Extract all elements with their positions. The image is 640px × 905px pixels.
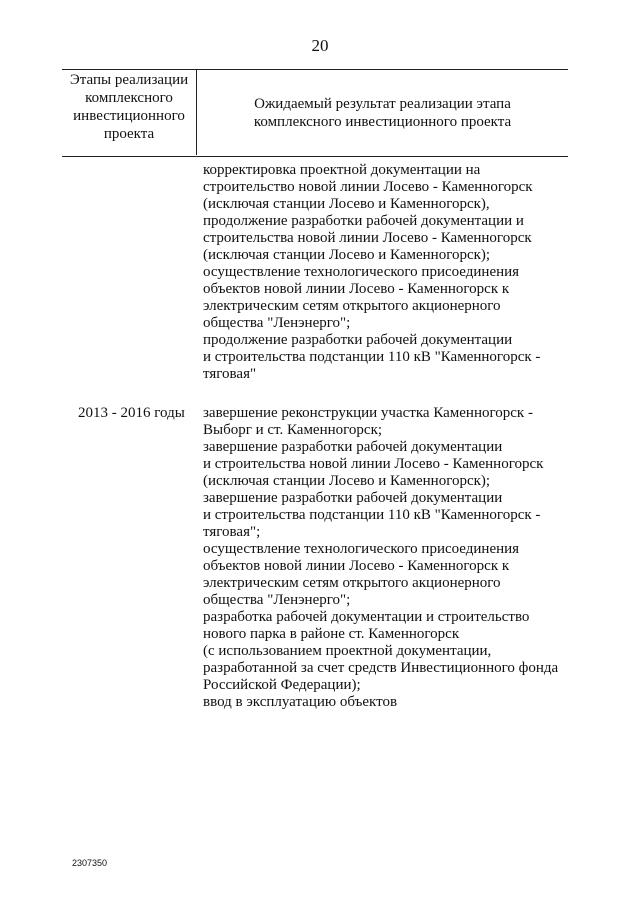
header-result-column bbox=[197, 95, 568, 131]
result-line: общества "Ленэнерго"; bbox=[203, 315, 351, 331]
result-line: электрическим сетям открытого акционерного bbox=[203, 298, 501, 314]
result-line: Выборг и ст. Каменногорск; bbox=[203, 422, 383, 438]
result-line: объектов новой линии Лосево - Каменногорск к bbox=[203, 281, 510, 297]
result-line: завершение разработки рабочей документации bbox=[203, 439, 503, 455]
result-line: (с использованием проектной документации, bbox=[203, 643, 492, 659]
result-line: нового парка в районе ст. Каменногорск bbox=[203, 626, 460, 642]
result-line: осуществление технологического присоединения bbox=[203, 264, 520, 280]
result-line: (исключая станции Лосево и Каменногорск), bbox=[203, 196, 490, 212]
result-line: продолжение разработки рабочей документации bbox=[203, 332, 513, 348]
result-line: тяговая"; bbox=[203, 524, 261, 540]
result-line: общества "Ленэнерго"; bbox=[203, 592, 351, 608]
result-line: завершение реконструкции участка Каменногорск - bbox=[203, 405, 533, 421]
result-line: объектов новой линии Лосево - Каменногорск к bbox=[203, 558, 510, 574]
result-line: и строительства подстанции 110 кВ "Каменногорск - bbox=[203, 349, 541, 365]
result-line: продолжение разработки рабочей документации и bbox=[203, 213, 524, 229]
header-stages-line: Этапы реализации bbox=[69, 72, 189, 88]
result-line: завершение разработки рабочей документации bbox=[203, 490, 503, 506]
header-result-line: Ожидаемый результат реализации этапа bbox=[254, 96, 511, 112]
result-line: осуществление технологического присоединения bbox=[203, 541, 520, 557]
result-line: разработанной за счет средств Инвестиционного фонда bbox=[203, 660, 559, 676]
result-line: электрическим сетям открытого акционерного bbox=[203, 575, 501, 591]
result-line: строительство новой линии Лосево - Каменногорск bbox=[203, 179, 533, 195]
result-line: Российской Федерации); bbox=[203, 677, 361, 693]
header-stages-line: комплексного bbox=[85, 90, 173, 106]
header-result-line: комплексного инвестиционного проекта bbox=[253, 114, 512, 130]
header-stages-column bbox=[62, 71, 196, 143]
result-line: разработка рабочей документации и строительство bbox=[203, 609, 530, 625]
result-line: корректировка проектной документации на bbox=[203, 162, 481, 178]
result-line: тяговая" bbox=[203, 366, 257, 382]
header-stages-line: инвестиционного bbox=[73, 108, 185, 124]
page-number: 20 bbox=[311, 36, 329, 55]
result-line: (исключая станции Лосево и Каменногорск); bbox=[203, 247, 491, 263]
table-row-result bbox=[203, 162, 540, 383]
result-line: строительства новой линии Лосево - Каменногорск bbox=[203, 230, 532, 246]
document-code: 2307350 bbox=[72, 858, 108, 868]
result-line: и строительства новой линии Лосево - Каменногорск bbox=[203, 456, 544, 472]
result-line: ввод в эксплуатацию объектов bbox=[203, 694, 398, 710]
result-line: и строительства подстанции 110 кВ "Каменногорск - bbox=[203, 507, 541, 523]
stage-period: 2013 - 2016 годы bbox=[78, 405, 185, 421]
table-row-result bbox=[203, 405, 558, 711]
header-stages-line: проекта bbox=[103, 126, 155, 142]
result-line: (исключая станции Лосево и Каменногорск); bbox=[203, 473, 491, 489]
